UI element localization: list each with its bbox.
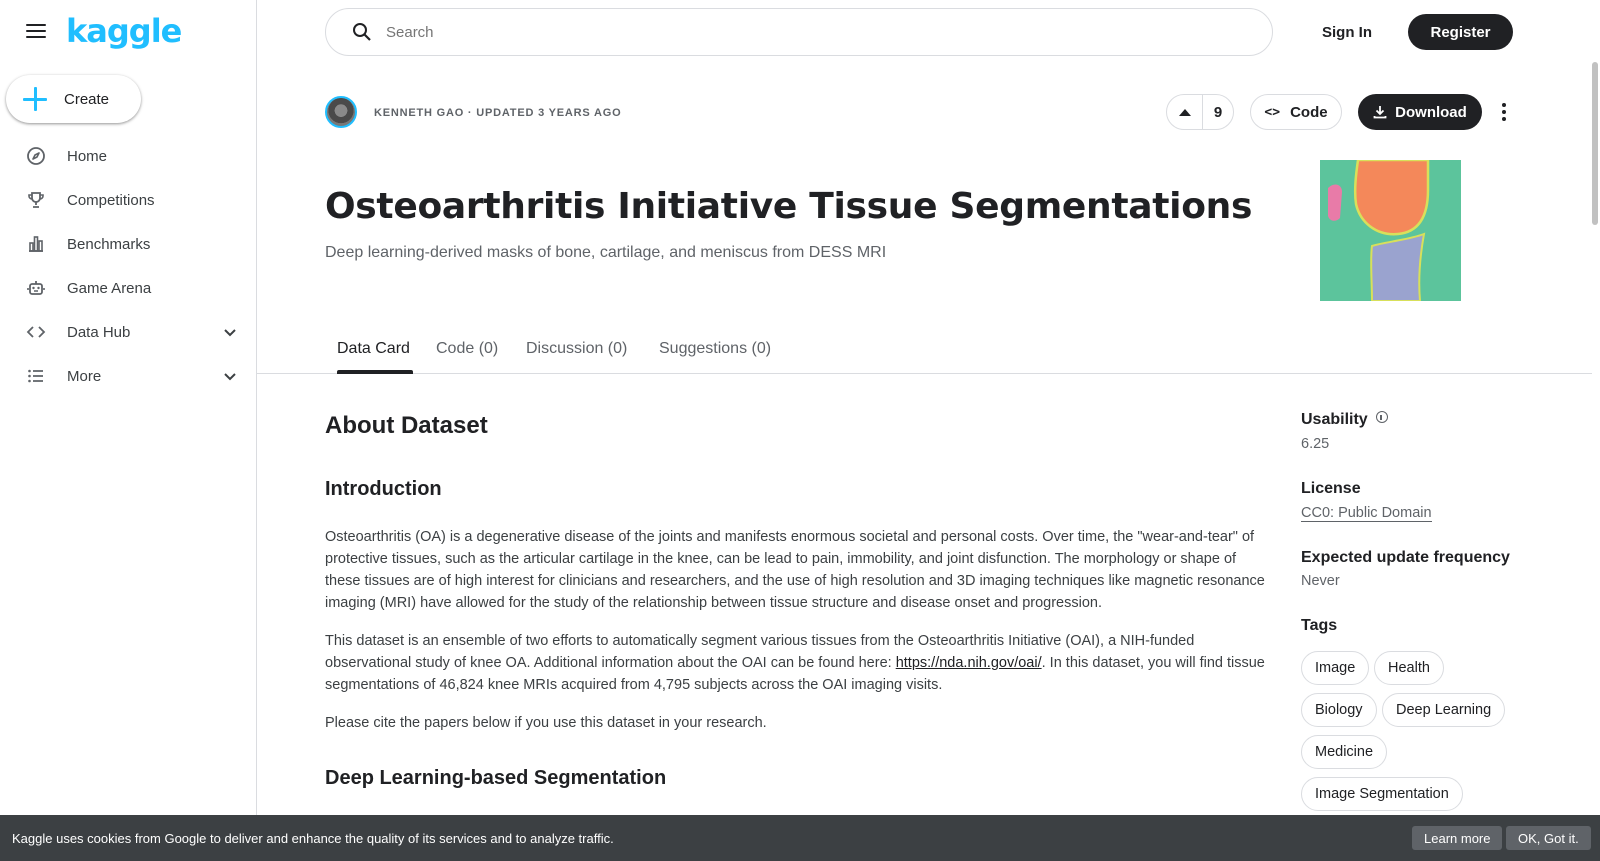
download-button[interactable] [1358,94,1482,130]
usability-label: Usability [1301,411,1368,428]
sidebar-item-game-arena[interactable] [0,266,256,310]
tag-chip[interactable]: Image [1301,651,1369,685]
usability-value: 6.25 [1301,436,1330,452]
sidebar-item-label: Competitions [67,191,155,209]
introduction-heading: Introduction [325,478,442,500]
tag-chip[interactable]: Health [1374,651,1444,685]
avatar[interactable] [325,96,357,128]
search-input[interactable] [386,24,1186,41]
sidebar-item-home[interactable] [0,134,256,178]
tag-chip[interactable]: Biology [1301,693,1377,727]
tab-discussion[interactable]: Discussion (0) [526,340,628,357]
sidebar-item-label: Home [67,147,108,165]
tab-suggestions[interactable]: Suggestions (0) [659,340,772,357]
usability-section [1301,411,1388,429]
sidebar-item-label: Game Arena [67,279,152,297]
sidebar-item-competitions[interactable] [0,178,256,222]
oai-link[interactable]: https://nda.nih.gov/oai/ [895,655,1042,671]
download-button-label: Download [1395,103,1467,121]
tag-chip[interactable]: Image Segmentation [1301,777,1463,811]
learn-more-button[interactable]: Learn more [1412,826,1502,850]
sidebar-item-data-hub[interactable] [0,310,256,354]
frequency-label: Expected update frequency [1301,549,1510,566]
hamburger-menu-icon[interactable] [24,20,48,44]
create-label: Create [64,90,110,108]
more-options-icon[interactable] [1494,98,1514,126]
upvote-arrow-icon [1179,109,1191,116]
code-brackets-icon [25,321,47,343]
code-button-label: Code [1290,103,1328,121]
sidebar [0,0,257,861]
kaggle-logo[interactable]: kaggle [66,12,182,50]
search-icon [350,20,374,44]
trophy-icon [25,189,47,211]
cookie-banner [0,815,1600,861]
dataset-meta: KENNETH GAO · UPDATED 3 YEARS AGO [374,107,622,119]
tag-chip[interactable]: Medicine [1301,735,1387,769]
dataset-paragraph-text: This dataset is an ensemble of two efforts to automatically segment various tissues from the Osteoarthritis Initiative (OAI), a NIH-funded observational study of knee OA. Additional information about the OAI can be found here: [325,633,1195,671]
license-label: License [1301,480,1361,497]
sidebar-nav [0,134,256,398]
sidebar-item-label: Data Hub [67,323,131,341]
sidebar-item-benchmarks[interactable] [0,222,256,266]
sidebar-item-more[interactable] [0,354,256,398]
page-scrollbar[interactable] [1592,62,1598,225]
chevron-down-icon[interactable] [222,368,238,384]
dataset-paragraph-text-end: . In this dataset, you will find tissue segmentations of 46,824 knee MRIs acquired from 4,795 subjects across the OAI imaging visits. [325,655,1265,693]
plus-icon [23,87,47,111]
info-icon[interactable] [1376,411,1388,423]
compass-icon [25,145,47,167]
dataset-paragraph [325,630,1275,696]
upvote-control [1166,94,1234,130]
code-icon: <> [1264,104,1281,120]
about-heading: About Dataset [325,412,488,439]
tag-chip[interactable]: Deep Learning [1382,693,1505,727]
dataset-thumbnail [1320,160,1461,301]
tab-code[interactable]: Code (0) [436,340,499,357]
bar-chart-icon [25,233,47,255]
list-icon [25,365,47,387]
dl-segmentation-heading: Deep Learning-based Segmentation [325,767,667,789]
frequency-value: Never [1301,573,1340,589]
cite-paragraph: Please cite the papers below if you use this dataset in your research. [325,715,767,731]
robot-icon [25,277,47,299]
page-subtitle: Deep learning-derived masks of bone, cartilage, and meniscus from DESS MRI [325,244,887,261]
download-icon [1373,105,1387,119]
create-button[interactable] [6,75,141,123]
code-button[interactable] [1250,94,1342,130]
page-title: Osteoarthritis Initiative Tissue Segmentations [325,186,1253,227]
tags-label: Tags [1301,617,1338,634]
intro-paragraph: Osteoarthritis (OA) is a degenerative disease of the joints and manifests enormous societal and personal costs. Over time, the "wear-and-tear" of protective tissues, such as the articular cartilage in the knee, can be lead to pain, immobility, and joint disfunction. The morphology or shape of these tissues are of high interest for clinicians and researchers, and the use of high resolution and 3D imaging techniques like magnetic resonance imaging (MRI) have allowed for the study of the relationship between tissue structure and disease onset and progression. [325,529,1265,611]
tab-data-card[interactable]: Data Card [337,340,410,357]
sidebar-item-label: Benchmarks [67,235,151,253]
license-link[interactable]: CC0: Public Domain [1301,505,1432,521]
register-button[interactable]: Register [1408,14,1513,50]
ok-got-it-button[interactable]: OK, Got it. [1506,826,1591,850]
upvote-button[interactable] [1167,95,1203,129]
chevron-down-icon[interactable] [222,324,238,340]
upvote-count: 9 [1213,103,1223,121]
cookie-text: Kaggle uses cookies from Google to deliver and enhance the quality of its services and to analyze traffic. [12,830,614,846]
sign-in-button[interactable]: Sign In [1322,23,1372,41]
search-bar[interactable] [325,8,1273,56]
sidebar-item-label: More [67,367,102,385]
tab-bar [257,328,1592,374]
active-tab-indicator [337,370,413,374]
